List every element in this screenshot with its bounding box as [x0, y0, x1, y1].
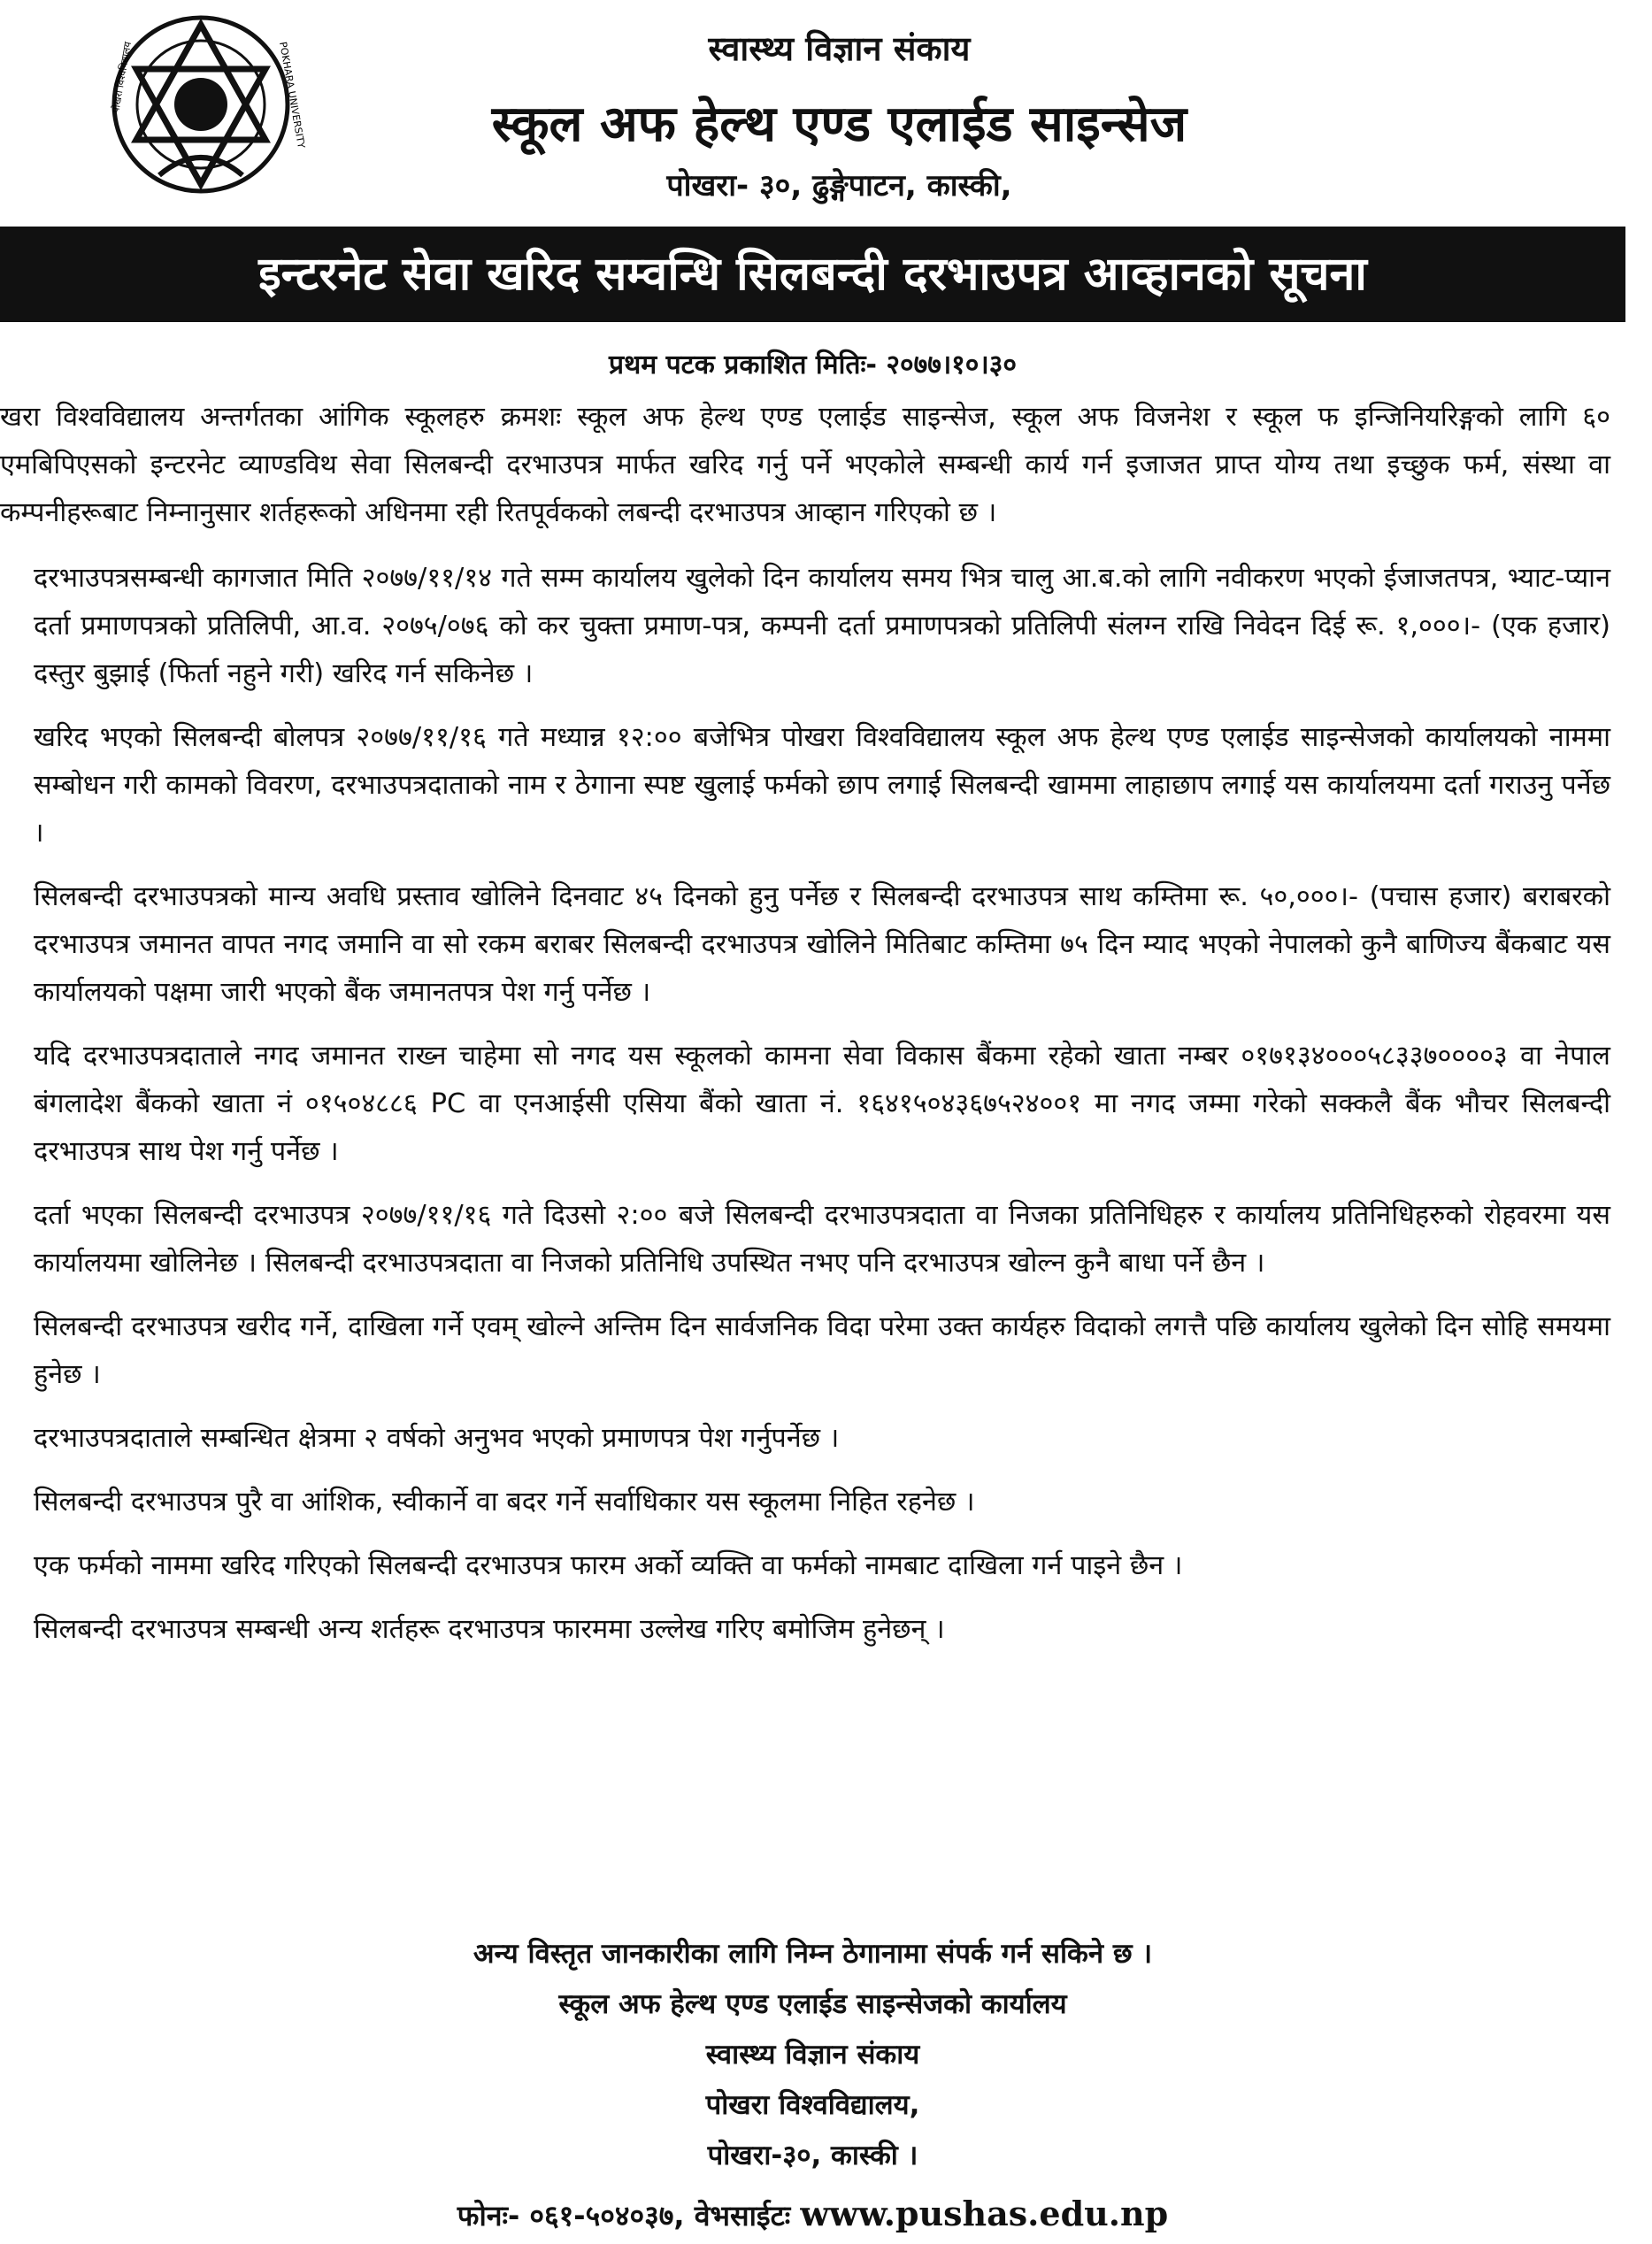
footer-university: पोखरा विश्वविद्यालय,	[705, 2089, 920, 2121]
notice-title-banner: इन्टरनेट सेवा खरिद सम्वन्धि सिलबन्दी दरभाउपत्र आव्हानको सूचना	[0, 227, 1625, 322]
phone-number: फोनः- ०६१-५०४०३७, वेभसाईटः	[457, 2199, 791, 2232]
faculty-name: स्वास्थ्य विज्ञान संकाय	[708, 29, 971, 68]
notice-header	[0, 0, 1625, 221]
condition-item: सिलबन्दी दरभाउपत्र सम्बन्धी अन्य शर्तहरू दरभाउपत्र फारममा उल्लेख गरिए बमोजिम हुनेछन् ।	[34, 1614, 945, 1645]
footer-address: पोखरा-३०, कास्की ।	[707, 2140, 918, 2171]
contact-footer	[0, 1929, 1625, 2241]
school-name: स्कूल अफ हेल्थ एण्ड एलाईड साइन्सेज	[491, 96, 1187, 153]
condition-item: सिलबन्दी दरभाउपत्रको मान्य अवधि प्रस्ताव खोलिने दिनवाट ४५ दिनको हुनु पर्नेछ र सिलबन्दी दरभाउपत्र साथ कम्तिमा रू. ५०,०००।- (पचास हजार) बराबरको दरभाउपत्र जमानत वापत नगद जमानि वा सो रकम बराबर सिलबन्दी दरभाउपत्र खोलिने मितिबाट कम्तिमा ७५ दिन म्याद भएको नेपालको कुनै बाणिज्य बैंकबाट यस कार्यालयको पक्षमा जारी भएको बैंक जमानतपत्र पेश गर्नु पर्नेछ ।	[34, 881, 1610, 1008]
condition-item: यदि दरभाउपत्रदाताले नगद जमानत राख्न चाहेमा सो नगद यस स्कूलको कामना सेवा विकास बैंकमा रहेको खाता नम्बर ०१७१३४०००५८३३७००००३ वा नेपाल बंगलादेश बैंकको खाता नं ०१५०४८८६ PC वा एनआईसी एसिया बैंको खाता नं. १६४१५०४३६७५२४००१ मा नगद जम्मा गरेको सक्कलै बैंक भौचर सिलबन्दी दरभाउपत्र साथ पेश गर्नु पर्नेछ ।	[34, 1041, 1610, 1167]
footer-faculty: स्वास्थ्य विज्ञान संकाय	[705, 2039, 920, 2071]
condition-item: सिलबन्दी दरभाउपत्र पुरै वा आंशिक, स्वीकार्ने वा बदर गर्ने सर्वाधिकार यस स्कूलमा निहित रहनेछ ।	[34, 1487, 975, 1518]
office-name: स्कूल अफ हेल्थ एण्ड एलाईड साइन्सेजको कार्यालय	[558, 1988, 1067, 2020]
notice-body	[0, 394, 1610, 1670]
contact-intro: अन्य विस्तृत जानकारीका लागि निम्न ठेगानामा संपर्क गर्न सकिने छ ।	[473, 1938, 1153, 1970]
condition-item: दरभाउपत्रदाताले सम्बन्धित क्षेत्रमा २ वर्षको अनुभव भएको प्रमाणपत्र पेश गर्नुपर्नेछ ।	[34, 1423, 840, 1454]
school-address: पोखरा- ३०, ढुङ्गेपाटन, कास्की,	[666, 168, 1012, 204]
logo-ring-text-left: पोखरा विश्वविद्यालय	[110, 41, 134, 114]
website-link[interactable]: www.pushas.edu.np	[800, 2194, 1169, 2233]
condition-item: दर्ता भएका सिलबन्दी दरभाउपत्र २०७७/११/१६ गते दिउसो २:०० बजे सिलबन्दी दरभाउपत्रदाता वा निजका प्रतिनिधिहरु र कार्यालय प्रतिनिधिहरुको रोहवरमा यस कार्यालयमा खोलिनेछ । सिलबन्दी दरभाउपत्रदाता वा निजको प्रतिनिधि उपस्थित नभए पनि दरभाउपत्र खोल्न कुनै बाधा पर्ने छैन ।	[34, 1200, 1610, 1279]
condition-item: एक फर्मको नाममा खरिद गरिएको सिलबन्दी दरभाउपत्र फारम अर्को व्यक्ति वा फर्मको नामबाट दाखिला गर्न पाइने छैन ।	[34, 1550, 1183, 1581]
condition-item: सिलबन्दी दरभाउपत्र खरीद गर्ने, दाखिला गर्ने एवम् खोल्ने अन्तिम दिन सार्वजनिक विदा परेमा उक्त कार्यहरु विदाको लगत्तै पछि कार्यालय खुलेको दिन सोहि समयमा हुनेछ ।	[34, 1311, 1610, 1390]
condition-item: खरिद भएको सिलबन्दी बोलपत्र २०७७/११/१६ गते मध्यान्न १२:०० बजेभित्र पोखरा विश्वविद्यालय स्कूल अफ हेल्थ एण्ड एलाईड साइन्सेजको कार्यालयको नाममा सम्बोधन गरी कामको विवरण, दरभाउपत्रदाताको नाम र ठेगाना स्पष्ट खुलाई फर्मको छाप लगाई सिलबन्दी खाममा लाहाछाप लगाई यस कार्यालयमा दर्ता गराउनु पर्नेछ ।	[34, 722, 1610, 849]
intro-paragraph: खरा विश्वविद्यालय अन्तर्गतका आंगिक स्कूलहरु क्रमशः स्कूल अफ हेल्थ एण्ड एलाईड साइन्सेज, स्कूल अफ विजनेश र स्कूल फ इन्जिनियरिङ्गको लागि ६० एमबिपिएसको इन्टरनेट व्याण्डविथ सेवा सिलबन्दी दरभाउपत्र मार्फत खरिद गर्नु पर्ने भएकोले सम्बन्धी कार्य गर्न इजाजत प्राप्त योग्य तथा इच्छुक फर्म, संस्था वा कम्पनीहरूबाट निम्नानुसार शर्तहरूको अधिनमा रही रितपूर्वकको लबन्दी दरभाउपत्र आव्हान गरिएको छ ।	[0, 402, 1610, 528]
logo-ring-text-right: POKHARA UNIVERSITY	[277, 41, 308, 150]
condition-item: दरभाउपत्रसम्बन्धी कागजात मिति २०७७/११/१४ गते सम्म कार्यालय खुलेको दिन कार्यालय समय भित्र चालु आ.ब.को लागि नवीकरण भएको ईजाजतपत्र, भ्याट-प्यान दर्ता प्रमाणपत्रको प्रतिलिपी, आ.व. २०७५/०७६ को कर चुक्ता प्रमाण-पत्र, कम्पनी दर्ता प्रमाणपत्रको प्रतिलिपी संलग्न राखि निवेदन दिई रू. १,०००।- (एक हजार) दस्तुर बुझाई (फिर्ता नहुने गरी) खरिद गर्न सकिनेछ ।	[34, 563, 1610, 689]
contact-line	[0, 2188, 1625, 2241]
publication-date: प्रथम पटक प्रकाशित मितिः- २०७७।१०।३०	[609, 350, 1017, 380]
